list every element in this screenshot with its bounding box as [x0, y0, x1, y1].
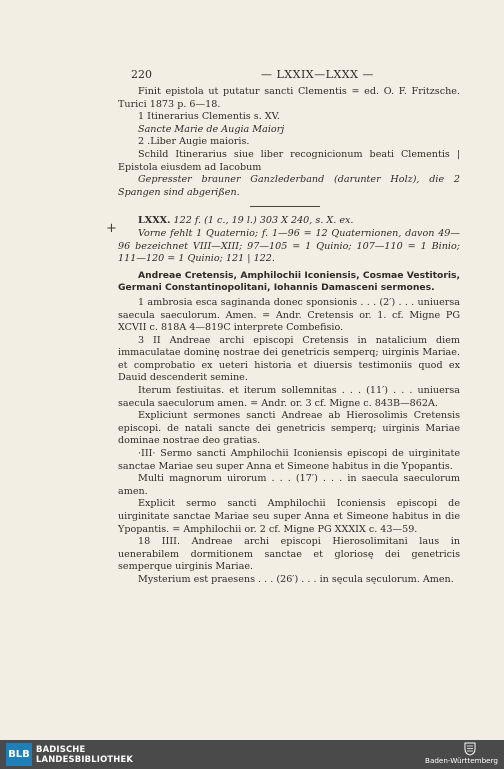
- library-name-line1: BADISCHE: [36, 744, 86, 754]
- paragraph-binding: Gepresster brauner Ganzlederband (darunter Holz), die 2 Spangen sind abgerißen.: [118, 174, 460, 198]
- section-heading: Andreae Cretensis, Amphilochii Iconiensis, Cosmae Vestitoris, Germani Constantinopolitani, Iohannis Damasceni sermones.: [118, 269, 460, 294]
- section-entry: [118, 215, 460, 228]
- paragraph-5: ·III· Sermo sancti Amphilochii Iconiensis episcopi de uirginitate sanctae Mariae seu super Anna et Simeone habitus in die Ypopantis.: [118, 448, 460, 472]
- paragraph-9: Mysterium est praesens . . . (26′) . . . in sęcula sęculorum. Amen.: [138, 573, 454, 585]
- page-number: 220: [131, 68, 152, 81]
- paragraph-quire-note: Vorne fehlt 1 Quaternio; f. 1—96 = 12 Quaternionen, davon 49—96 bezeichnet VIII—XIII; 97—105 = 1 Quinio; 107—110 = 1 Binio; 111—120 = 1 Quinio; 121 | 122.: [118, 227, 460, 265]
- library-name[interactable]: [36, 744, 133, 764]
- page-header: [131, 68, 459, 82]
- section-description: 122 f. (1 c., 19 l.) 303 X 240, s. X. ex.: [173, 215, 354, 227]
- paragraph-4: Expliciunt sermones sancti Andreae ab Hierosolimis Cretensis episcopi. de natali sancte dei genetricis semperq; uirginis Mariae dominae nostrae deo gratias.: [118, 410, 460, 447]
- paragraph-schild: Schild Itinerarius siue liber recognicionum beati Clementis | Epistola eiusdem ad Iacobum: [118, 148, 460, 173]
- text-body: [118, 86, 460, 587]
- paragraph-liber: 2 .Liber Augie maioris.: [138, 136, 250, 148]
- section-number: LXXX.: [138, 215, 171, 227]
- paragraph-2: 3 II Andreae archi episcopi Cretensis in natalicium diem immaculatae dominę nostrae dei genetricis semperq; uirginis Mariae. et comprobatio ex ueteri historia et diuersis testimoniis quod ex Dauid descenderit semine.: [118, 334, 460, 384]
- paragraph-3: Iterum festiuitas. et iterum sollemnitas . . . (11′) . . . uniuersa saecula saeculorum amen. = Andr. or. 3 cf. Migne c. 843B—862A.: [118, 385, 460, 409]
- paragraph-1: 1 ambrosia esca saginanda donec sponsionis . . . (2′) . . . uniuersa saecula saeculorum. Amen. = Andr. Cretensis or. 1. cf. Migne PG XCVII c. 818A 4—819C interprete Combefisio.: [118, 296, 460, 334]
- library-name-line2: LANDESBIBLIOTHEK: [36, 754, 134, 764]
- paragraph-closing-note: Finit epistola ut putatur sancti Clementis = ed. O. F. Fritzsche. Turici 1873 p. 6—18.: [118, 86, 460, 110]
- paragraph-ownership: Sancte Marie de Augia Maiorj: [138, 123, 285, 135]
- paragraph-6: Multi magnorum uirorum . . . (17′) . . . in saecula saeculorum amen.: [118, 473, 460, 497]
- running-title: — LXXIX—LXXX —: [261, 68, 374, 81]
- paragraph-itinerarius: 1 Itinerarius Clementis s. XV.: [138, 111, 280, 123]
- partner-logo[interactable]: Baden-Württemberg: [425, 756, 498, 765]
- footer-bar: [0, 740, 504, 769]
- paragraph-8: 18 IIII. Andreae archi episcopi Hierosolimitani laus in uenerabilem dormitionem sanctae et gloriosę dei genetricis semperque uirginis Mariae.: [118, 536, 460, 573]
- blb-logo[interactable]: BLB: [6, 743, 32, 766]
- crest-icon: [464, 742, 476, 756]
- section-divider: [250, 206, 320, 207]
- margin-mark: +: [106, 221, 117, 236]
- paragraph-7: Explicit sermo sancti Amphilochii Iconiensis episcopi de uirginitate sanctae Mariae seu super Anna et Simeone habitus in die Ypopantis. = Amphilochii or. 2 cf. Migne PG XXXIX c. 43—59.: [118, 498, 460, 535]
